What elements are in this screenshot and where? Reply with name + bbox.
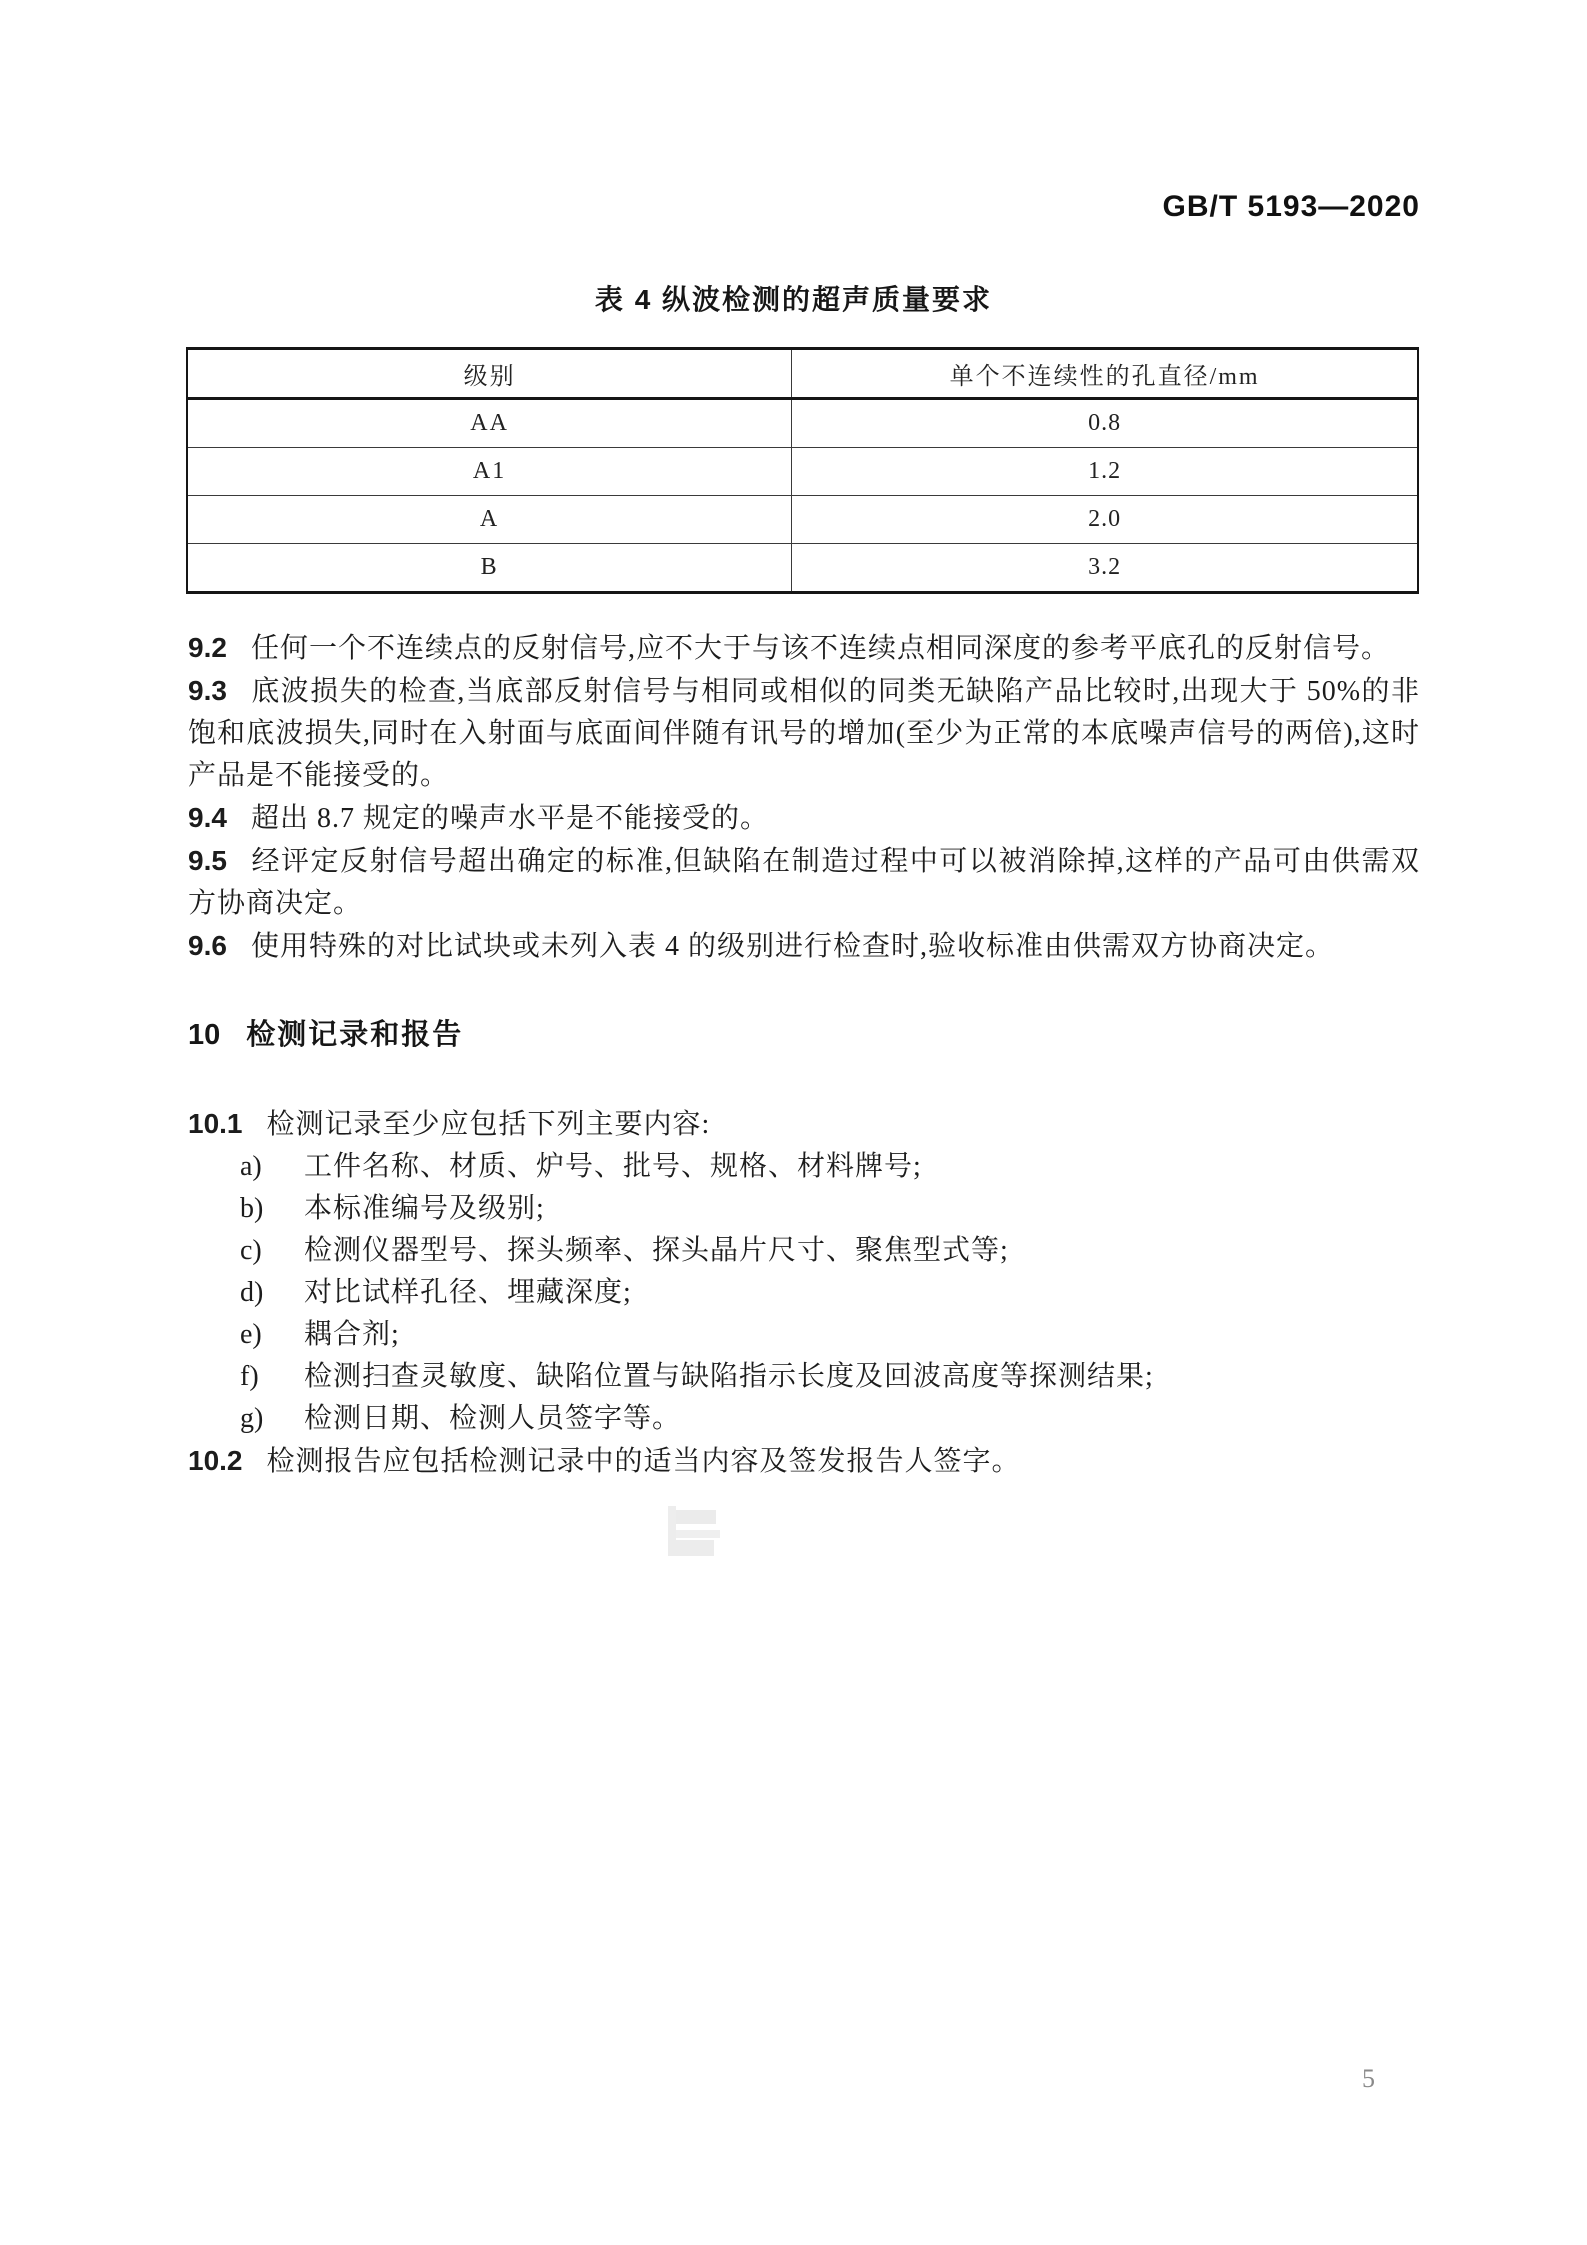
item-label: a) — [240, 1151, 262, 1182]
clause-9-2 — [188, 627, 1420, 670]
item-text: 检测仪器型号、探头频率、探头晶片尺寸、聚焦型式等; — [304, 1235, 1009, 1266]
clause-text: 检测记录至少应包括下列主要内容: — [266, 1109, 711, 1140]
clause-text: 检测报告应包括检测记录中的适当内容及签发报告人签字。 — [266, 1446, 1021, 1477]
scan-smudge-artifact — [668, 1506, 726, 1558]
item-label: d) — [240, 1277, 264, 1308]
clause-number: 10.2 — [188, 1445, 243, 1476]
item-label: b) — [240, 1193, 264, 1224]
grade-cell: A — [187, 496, 792, 544]
clause-number: 9.2 — [188, 632, 227, 663]
table-row — [187, 496, 1418, 544]
item-text: 本标准编号及级别; — [304, 1193, 545, 1224]
list-item-g — [188, 1398, 1420, 1440]
item-label: c) — [240, 1235, 262, 1266]
value-cell: 0.8 — [792, 399, 1418, 448]
clause-9-5 — [188, 840, 1420, 925]
clause-number: 9.3 — [188, 675, 227, 706]
col-header-hole-diameter: 单个不连续性的孔直径/mm — [792, 349, 1418, 399]
artifact-block — [668, 1540, 714, 1556]
quality-requirements-table — [186, 347, 1419, 594]
clause-number: 9.6 — [188, 930, 227, 961]
item-label: g) — [240, 1403, 264, 1434]
item-label: e) — [240, 1319, 262, 1350]
item-text: 工件名称、材质、炉号、批号、规格、材料牌号; — [304, 1151, 922, 1182]
section-10-heading — [188, 1014, 1420, 1056]
item-text: 检测扫查灵敏度、缺陷位置与缺陷指示长度及回波高度等探测结果; — [304, 1361, 1154, 1392]
value-cell: 3.2 — [1088, 554, 1122, 580]
table-header-row — [187, 349, 1418, 399]
item-label: f) — [240, 1361, 259, 1392]
section-number: 10 — [188, 1019, 221, 1051]
clause-text: 底波损失的检查,当底部反射信号与相同或相似的同类无缺陷产品比较时,出现大于 50%的非饱和底波损失,同时在入射面与底面间伴随有讯号的增加(至少为正常的本底噪声信号的两倍),这时产品是不能接受的。 — [188, 676, 1420, 791]
item-text: 检测日期、检测人员签字等。 — [304, 1403, 682, 1434]
clause-9-4 — [188, 797, 1420, 840]
grade-cell: B — [187, 544, 792, 593]
clause-9-6 — [188, 925, 1420, 968]
table-body — [187, 399, 1418, 593]
item-text: 对比试样孔径、埋藏深度; — [304, 1277, 632, 1308]
clause-number: 9.5 — [188, 845, 227, 876]
value-cell: 1.2 — [792, 448, 1418, 496]
page-number: 5 — [1362, 2064, 1375, 2093]
list-item-e — [188, 1314, 1420, 1356]
list-item-c — [188, 1230, 1420, 1272]
clause-text: 使用特殊的对比试块或未列入表 4 的级别进行检查时,验收标准由供需双方协商决定。 — [250, 931, 1334, 962]
list-item-b — [188, 1188, 1420, 1230]
clause-text: 超出 8.7 规定的噪声水平是不能接受的。 — [250, 803, 769, 834]
table-header — [187, 349, 1418, 399]
clause-text: 经评定反射信号超出确定的标准,但缺陷在制造过程中可以被消除掉,这样的产品可由供需双方协商决定。 — [188, 846, 1420, 919]
section-title: 检测记录和报告 — [246, 1019, 464, 1051]
clause-number: 10.1 — [188, 1108, 243, 1139]
col-header-grade: 级别 — [187, 349, 792, 399]
clause-number: 9.4 — [188, 802, 227, 833]
table-row — [187, 399, 1418, 448]
table-row — [187, 448, 1418, 496]
standard-code: GB/T 5193—2020 — [1162, 190, 1420, 223]
clause-9-3 — [188, 670, 1420, 797]
body-text — [188, 627, 1420, 1483]
grade-cell: AA — [187, 399, 792, 448]
list-item-d — [188, 1272, 1420, 1314]
clause-text: 任何一个不连续点的反射信号,应不大于与该不连续点相同深度的参考平底孔的反射信号。 — [250, 633, 1390, 664]
table-row — [187, 544, 1418, 593]
clause-10-1 — [188, 1103, 1420, 1146]
list-item-f — [188, 1356, 1420, 1398]
grade-cell: A1 — [187, 448, 792, 496]
artifact-block — [676, 1530, 720, 1538]
item-text: 耦合剂; — [304, 1319, 400, 1350]
value-cell: 2.0 — [792, 496, 1418, 544]
artifact-block — [676, 1510, 716, 1524]
table-caption: 表 4 纵波检测的超声质量要求 — [594, 284, 993, 315]
list-item-a — [188, 1146, 1420, 1188]
clause-10-2 — [188, 1440, 1420, 1483]
